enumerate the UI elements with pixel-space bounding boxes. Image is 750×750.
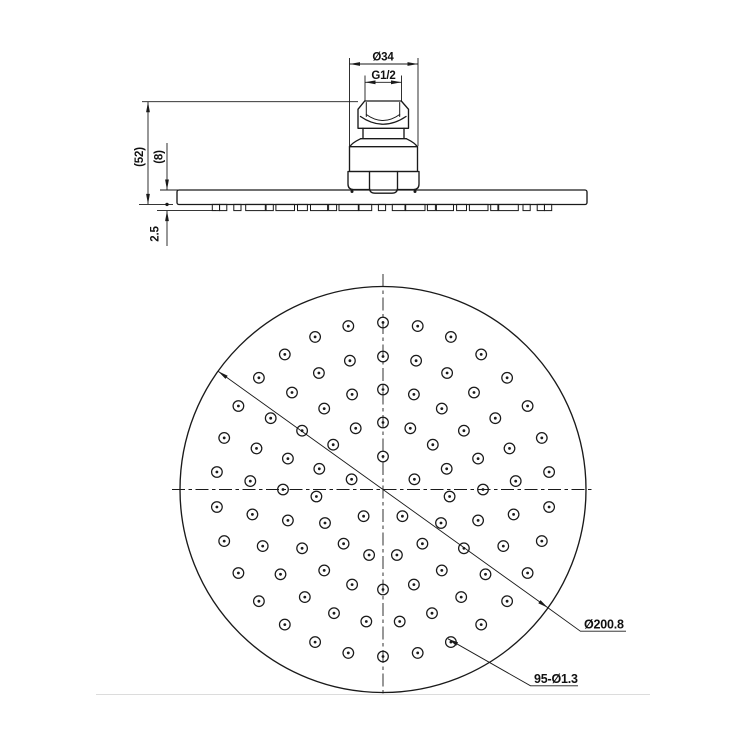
nozzle-hole [310, 637, 321, 648]
nozzle-hole [251, 443, 262, 454]
nozzle-hole [544, 502, 555, 513]
nozzle-hole [480, 569, 491, 580]
nozzle-hole [405, 423, 416, 434]
side-nozzle [545, 204, 552, 210]
nozzle-hole [310, 332, 321, 343]
nozzle-hole [476, 349, 487, 360]
nozzle-hole [441, 464, 452, 475]
nozzle-hole [345, 355, 356, 366]
nozzle-hole [502, 596, 513, 607]
nozzle-hole [502, 373, 513, 384]
side-nozzle [491, 204, 498, 210]
dimension-arrows [146, 62, 418, 221]
nozzle-hole [300, 592, 311, 603]
nozzle-hole [328, 439, 339, 450]
nozzle-hole [412, 321, 423, 332]
nozzle-hole [254, 373, 265, 384]
nozzle-hole [510, 476, 521, 487]
nozzle-hole [278, 484, 289, 495]
connector-cylinder [350, 147, 418, 172]
connector-neck [361, 128, 407, 138]
dim-arrowhead [146, 194, 150, 205]
nozzle-hole [504, 443, 515, 454]
dim-arrowhead [408, 62, 419, 66]
nozzle-hole [456, 592, 467, 603]
nozzle-hole [473, 515, 484, 526]
nozzle-hole [212, 502, 223, 513]
shower-plate-side [177, 190, 587, 205]
nozzle-hole [338, 538, 349, 549]
side-nozzle [436, 204, 453, 210]
nozzle-hole [358, 511, 369, 522]
side-nozzle-row [212, 204, 551, 210]
nozzle-hole [245, 476, 256, 487]
nozzle-hole [350, 423, 361, 434]
nozzle-hole [219, 433, 230, 444]
nozzle-hole [346, 474, 357, 485]
nozzle-hole [412, 648, 423, 659]
label-d34: Ø34 [372, 51, 394, 64]
nozzle-hole [347, 579, 358, 590]
nozzle-hole [522, 568, 533, 579]
connector-body [348, 101, 419, 193]
label-2_5: 2.5 [149, 226, 162, 242]
nozzle-hole [361, 616, 372, 627]
side-nozzle [266, 204, 273, 210]
side-nozzle [246, 204, 266, 210]
nozzle-hole [314, 368, 325, 379]
nozzle-hole [275, 569, 286, 580]
dim-arrowhead [538, 600, 548, 608]
nozzle-hole [212, 467, 223, 478]
thread-inner-walls [366, 103, 399, 117]
nozzle-hole [343, 321, 354, 332]
nozzle-hole [219, 536, 230, 547]
side-nozzle [378, 204, 385, 210]
nozzle-hole [537, 433, 548, 444]
side-nozzle [469, 204, 488, 210]
nozzle-hole [428, 439, 439, 450]
nozzle-hole [437, 565, 448, 576]
nozzle-hole [314, 464, 325, 475]
nozzle-hole [544, 467, 555, 478]
dim-arrowhead [350, 62, 361, 66]
nozzle-hole [442, 368, 453, 379]
nozzle-hole [265, 413, 276, 424]
nozzle-hole [490, 413, 501, 424]
side-nozzle [457, 204, 467, 210]
side-nozzle [212, 204, 219, 210]
nozzle-hole [319, 403, 330, 414]
nozzle-hole [436, 518, 447, 529]
nozzle-hole [347, 389, 358, 400]
nozzle-hole [411, 355, 422, 366]
nozzle-hole [427, 608, 438, 619]
nozzle-hole [287, 387, 298, 398]
label-8: (8) [153, 150, 166, 164]
nozzle-hole [537, 536, 548, 547]
side-nozzle [406, 204, 425, 210]
nozzle-hole [319, 565, 330, 576]
side-nozzle [276, 204, 295, 210]
nozzle-hole [417, 538, 428, 549]
nozzle-hole [394, 616, 405, 627]
side-nozzle [537, 204, 544, 210]
label-95holes: 95-Ø1.3 [534, 672, 578, 686]
dim-arrowhead [218, 371, 228, 379]
nozzle-hole [378, 451, 389, 462]
nozzle-hole [283, 453, 294, 464]
nozzle-hole [257, 541, 268, 552]
nozzle-hole [409, 474, 420, 485]
side-nozzle [392, 204, 405, 210]
nozzle-hole [233, 401, 244, 412]
nozzle-hole [476, 619, 487, 630]
nozzle-hole [459, 425, 470, 436]
nozzle-hole [409, 389, 420, 400]
nozzle-hole [409, 579, 420, 590]
side-nozzle [220, 204, 227, 210]
label-g12: G1/2 [371, 70, 396, 82]
nozzle-hole [297, 543, 308, 554]
nozzle-hole [397, 511, 408, 522]
dim-arrowhead [146, 102, 150, 113]
side-nozzle [427, 204, 435, 210]
nozzle-hole [311, 491, 322, 502]
nozzle-hole [364, 550, 375, 561]
nozzle-hole [508, 509, 519, 520]
tangent-dot-right [414, 190, 417, 193]
nozzle-hole [392, 550, 403, 561]
side-view [134, 52, 587, 247]
nozzle-hole [444, 491, 455, 502]
nozzle-hole [437, 403, 448, 414]
nozzle-hole [469, 387, 480, 398]
tangent-dot-left [351, 190, 354, 193]
nozzle-hole [280, 619, 291, 630]
dim-line-2_5 [157, 211, 216, 246]
nozzle-hole [283, 515, 294, 526]
nozzle-hole [329, 608, 340, 619]
nozzle-hole [247, 509, 258, 520]
dim-arrowhead [165, 180, 169, 191]
label-52: (52) [134, 147, 146, 167]
nozzle-hole [343, 648, 354, 659]
dim-line-d200 [218, 371, 626, 631]
thread-cavity-arc-inner [366, 115, 399, 121]
dim-dot [165, 203, 168, 206]
side-nozzle [339, 204, 358, 210]
nozzle-hole [446, 332, 457, 343]
side-nozzle [329, 204, 337, 210]
face-view [172, 274, 626, 696]
side-nozzle [234, 204, 241, 210]
nozzle-hole [280, 349, 291, 360]
connector-collar [350, 139, 418, 147]
nozzle-hole [473, 453, 484, 464]
dim-arrowhead [165, 211, 169, 222]
nozzle-hole [233, 568, 244, 579]
label-d200: Ø200.8 [584, 617, 624, 632]
nozzle-hole [522, 401, 533, 412]
dim-line-52 [142, 102, 358, 205]
side-nozzle [359, 204, 372, 210]
connector-lower-band [348, 172, 419, 190]
side-nozzle [298, 204, 308, 210]
nozzle-hole [498, 541, 509, 552]
side-view-dimensions [139, 58, 418, 246]
nozzle-hole [320, 518, 331, 529]
side-nozzle [311, 204, 328, 210]
side-nozzle [523, 204, 530, 210]
side-nozzle [499, 204, 519, 210]
nozzle-hole [254, 596, 265, 607]
